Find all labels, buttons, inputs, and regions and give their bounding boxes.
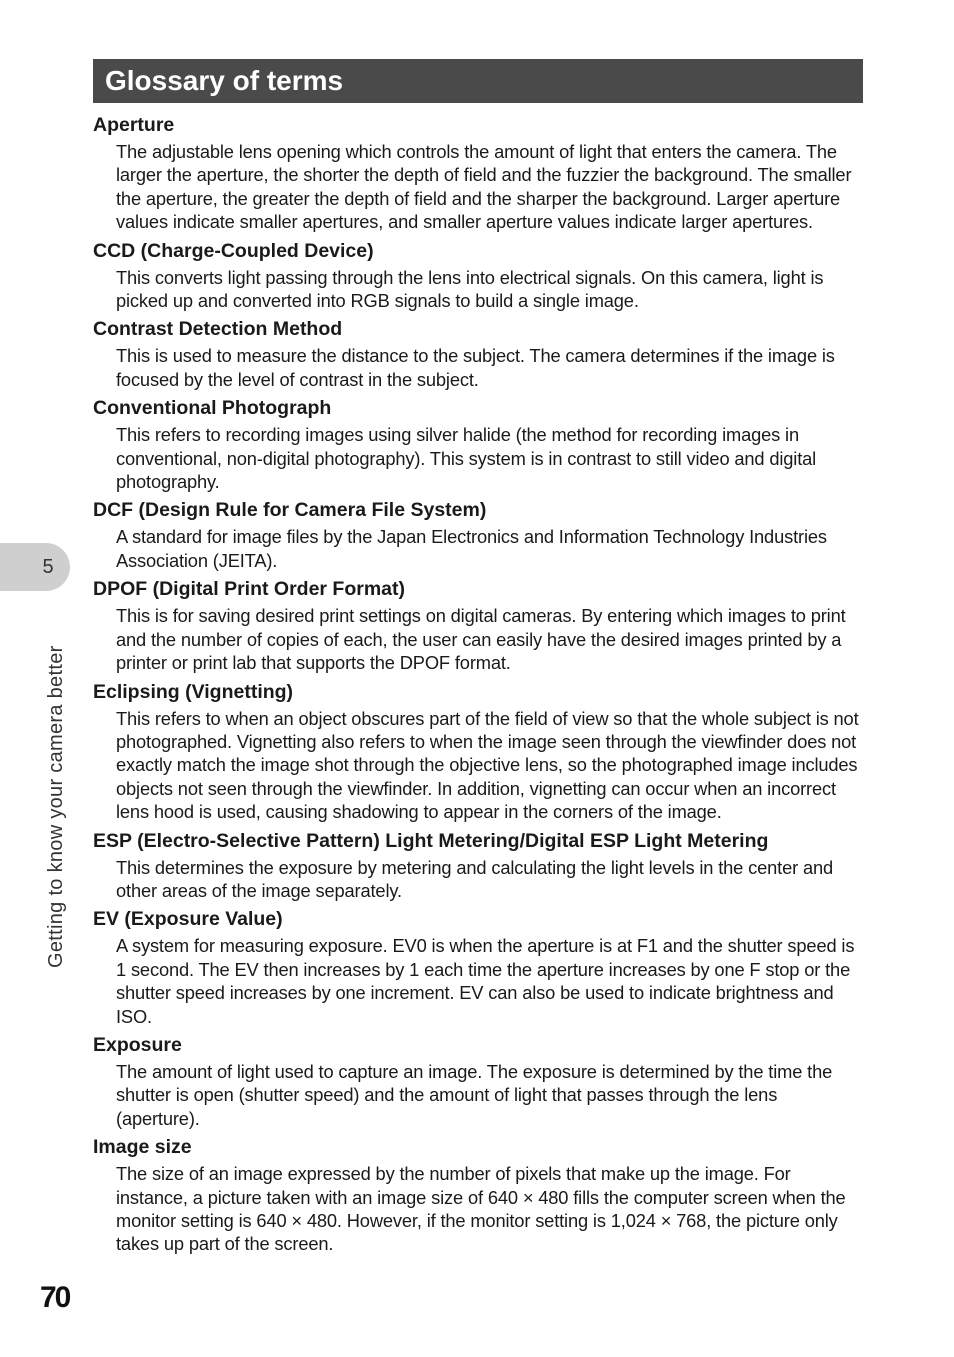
page-number: 70 [40, 1281, 70, 1314]
glossary-definition: This is used to measure the distance to the subject. The camera determines if the image is focused by the level of contrast in the subject. [116, 345, 835, 390]
glossary-entry [93, 1034, 865, 1130]
glossary-entry [93, 114, 865, 234]
glossary-definition: The amount of light used to capture an image. The exposure is determined by the time the shutter is open (shutter speed) and the amount of light that passes through the lens (aperture). [116, 1060, 833, 1129]
glossary-term: CCD (Charge-Coupled Device) [93, 239, 374, 262]
glossary-definition: This refers to when an object obscures part of the field of view so that the whole subject is not photographed. Vignetting also refers to when the image seen through the viewfinder does not exactly match the image shot through the objective lens, so the photographed image includes objects not seen through the viewfinder. In addition, vignetting can occur when an incorrect lens hood is used, causing shadowing to appear in the corners of the image. [116, 707, 859, 823]
glossary-entry [93, 240, 865, 313]
glossary-term: ESP (Electro-Selective Pattern) Light Metering/Digital ESP Light Metering [93, 829, 769, 852]
glossary-term: Exposure [93, 1033, 182, 1056]
glossary-term: DCF (Design Rule for Camera File System) [93, 499, 487, 522]
glossary-definition: A system for measuring exposure. EV0 is when the aperture is at F1 and the shutter speed is 1 second. The EV then increases by 1 each time the aperture increases by one F stop or the shutter speed increases by one increment. EV can also be used to indicate brightness and ISO. [116, 935, 855, 1027]
glossary-term: Aperture [93, 114, 175, 136]
glossary-definition: This is for saving desired print settings on digital cameras. By entering which images to print and the number of copies of each, the user can easily have the desired images printed by a printer or print lab that supports the DPOF format. [116, 605, 846, 674]
chapter-side-label: Getting to know your camera better [45, 645, 67, 968]
chapter-number: 5 [42, 555, 54, 578]
glossary-entry [93, 681, 865, 824]
glossary-term: DPOF (Digital Print Order Format) [93, 578, 406, 601]
glossary-entry [93, 318, 865, 391]
glossary-entry [93, 830, 865, 903]
glossary-definition: This converts light passing through the lens into electrical signals. On this camera, light is picked up and converted into RGB signals to build a single image. [116, 266, 824, 312]
glossary-term: EV (Exposure Value) [93, 908, 283, 931]
page-title: Glossary of terms [105, 65, 344, 96]
glossary-entry [93, 908, 865, 1028]
glossary-term: Image size [93, 1136, 192, 1159]
glossary-entry [93, 1136, 865, 1256]
glossary-entry [93, 499, 865, 572]
glossary-list [93, 114, 865, 1262]
glossary-term: Conventional Photograph [93, 397, 332, 420]
glossary-definition: This refers to recording images using silver halide (the method for recording images in conventional, non-digital photography). This system is in contrast to still video and digital photography. [116, 424, 817, 493]
page-header [93, 59, 863, 103]
glossary-definition: A standard for image files by the Japan Electronics and Information Technology Industries Association (JEITA). [116, 526, 827, 571]
glossary-term: Contrast Detection Method [93, 318, 343, 341]
glossary-definition: The adjustable lens opening which controls the amount of light that enters the camera. The larger the aperture, the shorter the depth of field and the fuzzier the background. The smaller the aperture, the greater the depth of field and the sharper the background. Larger aperture values indicate smaller apertures, and smaller aperture values indicate larger apertures. [116, 141, 852, 233]
glossary-term: Eclipsing (Vignetting) [93, 680, 294, 703]
glossary-definition: This determines the exposure by metering and calculating the light levels in the center and other areas of the image separately. [116, 856, 834, 901]
glossary-entry [93, 397, 865, 493]
glossary-definition: The size of an image expressed by the number of pixels that make up the image. For instance, a picture taken with an image size of 640 × 480 fills the computer screen when the monitor setting is 640 × 480. However, if the monitor setting is 1,024 × 768, the picture only takes up part of the screen. [116, 1163, 846, 1255]
chapter-tab [0, 543, 70, 591]
glossary-entry [93, 578, 865, 674]
